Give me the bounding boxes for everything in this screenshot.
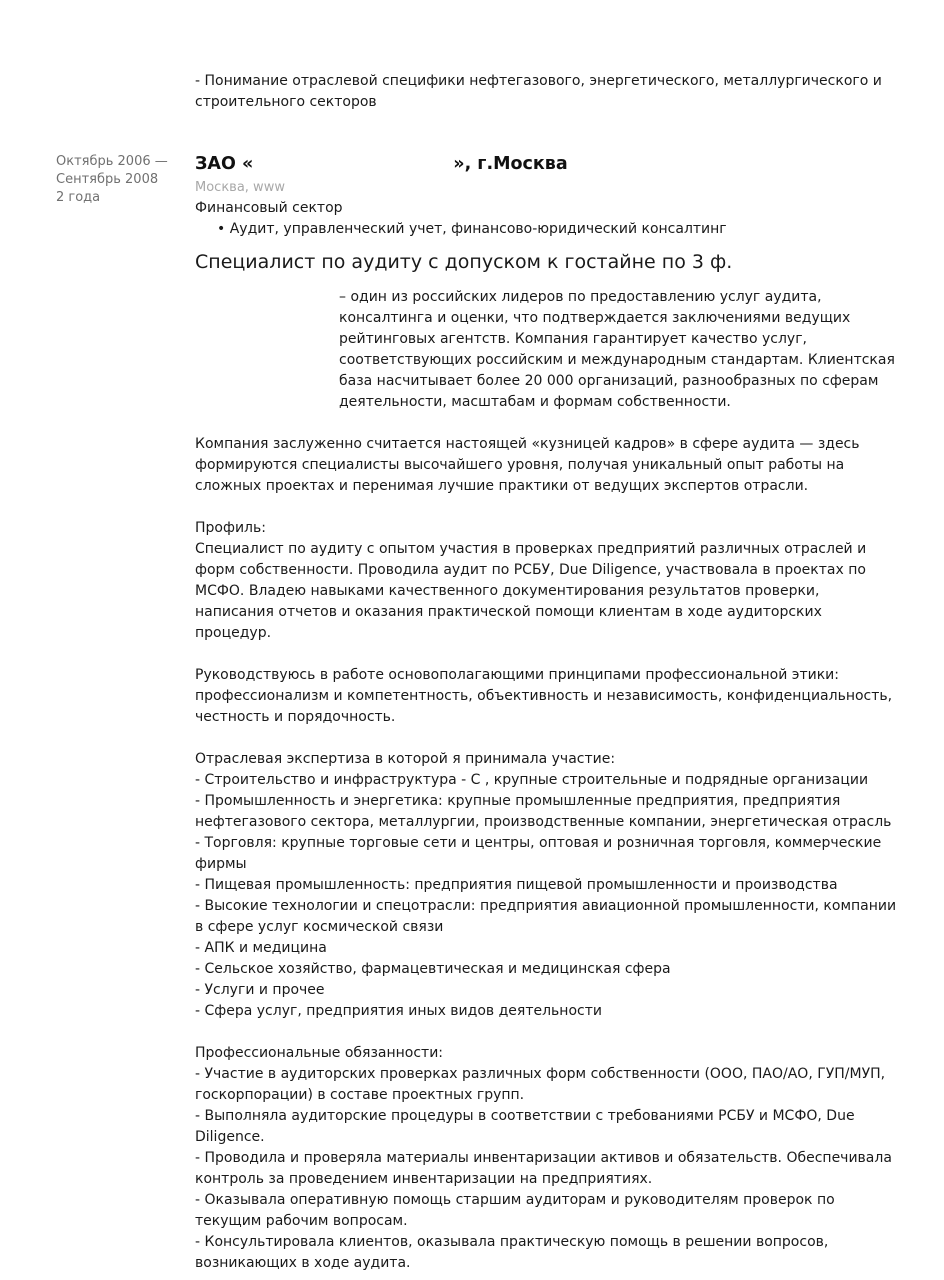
duty-item: - Консультировала клиентов, оказывала практическую помощь в решении вопросов, возникающих в ходе аудита. [195,1234,829,1271]
expertise-item: - Высокие технологии и спецотрасли: предприятия авиационной промышленности, компании в сфере услуг космической связи [195,898,897,935]
company-suffix: », г.Москва [453,154,568,174]
company-prefix: ЗАО « [195,154,254,174]
expertise-item: - Сельское хозяйство, фармацевтическая и медицинская сфера [195,961,671,977]
period-end: Сентябрь 2008 [56,172,159,187]
sector-name: Финансовый сектор [195,200,343,216]
company-location: Москва, www [195,180,285,195]
period-start: Октябрь 2006 — [56,154,168,169]
period-duration: 2 года [56,190,101,205]
company-description: – один из российских лидеров по предоставлению услуг аудита, консалтинга и оценки, что подтверждается заключениями ведущих рейтинговых агентств. Компания гарантирует качество услуг, соответствующих российским и международным стандартам. Клиентская база насчитывает более 20 000 организаций, разнообразных по сферам деятельности, масштабам и формам собственности. [339,289,895,410]
expertise-item: - АПК и медицина [195,940,327,956]
duty-item: - Участие в аудиторских проверках различных форм собственности (ООО, ПАО/АО, ГУП/МУП, госкорпорации) в составе проектных групп. [195,1066,886,1103]
duty-item: - Проводила и проверяла материалы инвентаризации активов и обязательств. Обеспечивала контроль за проведением инвентаризации на предприятиях. [195,1150,892,1187]
company-reputation: Компания заслуженно считается настоящей «кузницей кадров» в сфере аудита — здесь формируются специалисты высочайшего уровня, получая уникальный опыт работы на сложных проектах и перенимая лучшие практики от ведущих экспертов отрасли. [195,436,860,494]
ethics-text: Руководствуюсь в работе основополагающими принципами профессиональной этики: профессионализм и компетентность, объективность и независимость, конфиденциальность, честность и порядочность. [195,667,893,725]
profile-heading: Профиль: [195,520,266,536]
duty-item: - Оказывала оперативную помощь старшим аудиторам и руководителям проверок по текущим рабочим вопросам. [195,1192,835,1229]
employment-period [56,153,176,207]
position-title: Специалист по аудиту с допуском к гостайне по 3 ф. [195,251,733,273]
duty-item: - Выполняла аудиторские процедуры в соответствии с требованиями РСБУ и МСФО, Due Diligence. [195,1108,855,1145]
company-name [195,151,900,177]
expertise-item: - Торговля: крупные торговые сети и центры, оптовая и розничная торговля, коммерческие фирмы [195,835,882,872]
duties-heading: Профессиональные обязанности: [195,1045,444,1061]
expertise-item: - Пищевая промышленность: предприятия пищевой промышленности и производства [195,877,838,893]
intro-line: - Понимание отраслевой специфики нефтегазового, энергетического, металлургического и строительного секторов [195,73,882,110]
profile-text: Специалист по аудиту с опытом участия в проверках предприятий различных отраслей и форм собственности. Проводила аудит по РСБУ, Due Diligence, участвовала в проектах по МСФО. Владею навыками качественного документирования результатов проверки, написания отчетов и оказания практической помощи клиентам в ходе аудиторских процедур. [195,541,867,641]
expertise-item: - Строительство и инфраструктура - С , крупные строительные и подрядные организации [195,772,869,788]
expertise-item: - Сфера услуг, предприятия иных видов деятельности [195,1003,602,1019]
expertise-item: - Промышленность и энергетика: крупные промышленные предприятия, предприятия нефтегазового сектора, металлургии, производственные компании, энергетическая отрасль [195,793,892,830]
job-description [195,287,900,1274]
expertise-item: - Услуги и прочее [195,982,325,998]
sector-subitem: • Аудит, управленческий учет, финансово-юридический консалтинг [217,221,727,237]
expertise-heading: Отраслевая экспертиза в которой я принимала участие: [195,751,616,767]
job-entry [195,151,900,1274]
